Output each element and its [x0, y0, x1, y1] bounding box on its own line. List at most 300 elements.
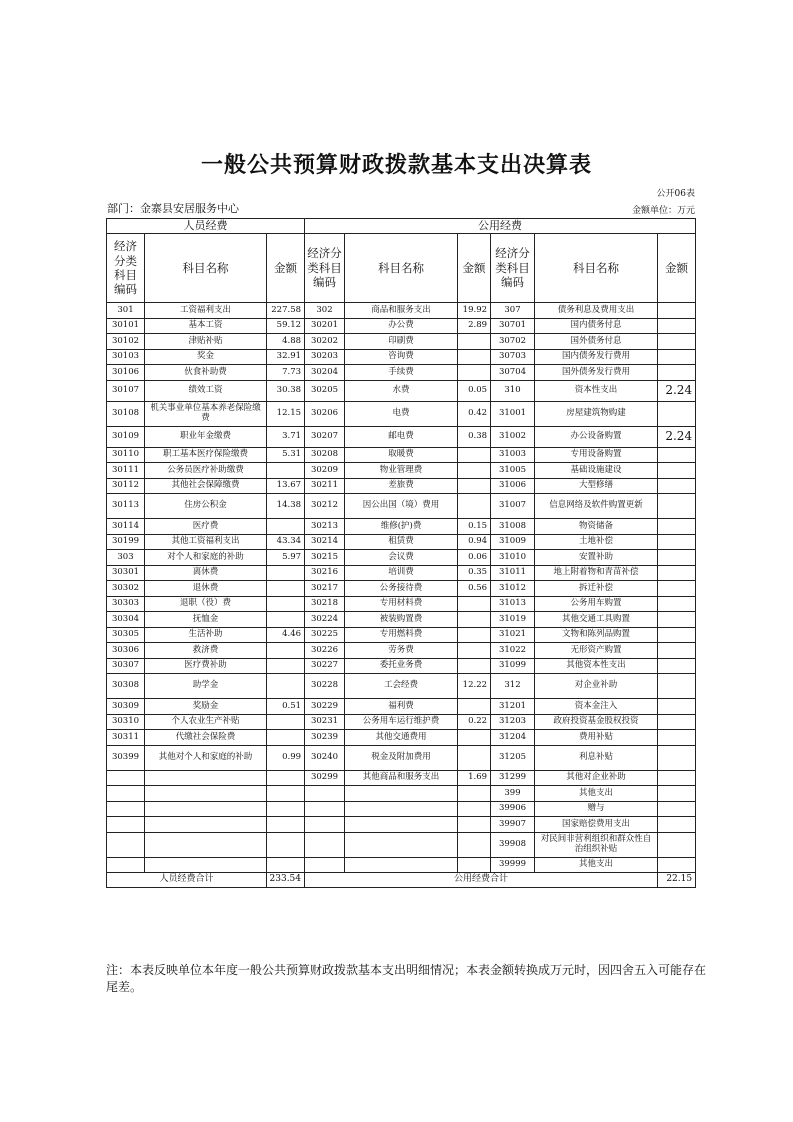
name-cell: [145, 786, 267, 802]
amount-cell: 0.94: [458, 534, 491, 550]
name-cell: 拆迁补偿: [535, 581, 658, 597]
code-cell: 30206: [305, 401, 345, 426]
name-cell: 其他支出: [535, 857, 658, 873]
table-row: [107, 519, 696, 535]
name-cell: 救济费: [145, 643, 267, 659]
name-cell: 国外债务付息: [535, 334, 658, 350]
name-cell: [145, 857, 267, 873]
header-code: 经济分类科目编码: [491, 234, 535, 303]
amount-cell: [658, 519, 696, 535]
code-cell: 30307: [107, 658, 145, 674]
amount-cell: 7.73: [267, 365, 305, 381]
name-cell: 医疗费: [145, 519, 267, 535]
code-cell: 30239: [305, 730, 345, 746]
amount-cell: 0.35: [458, 565, 491, 581]
amount-cell: [267, 786, 305, 802]
amount-cell: [458, 786, 491, 802]
code-cell: 30224: [305, 612, 345, 628]
name-cell: 政府投资基金股权投资: [535, 714, 658, 730]
amount-cell: [658, 365, 696, 381]
code-cell: 30226: [305, 643, 345, 659]
code-cell: 30109: [107, 426, 145, 447]
amount-cell: [458, 817, 491, 833]
name-cell: 租赁费: [345, 534, 458, 550]
amount-cell: [458, 447, 491, 463]
name-cell: 商品和服务支出: [345, 303, 458, 319]
name-cell: 无形资产购置: [535, 643, 658, 659]
name-cell: 职业年金缴费: [145, 426, 267, 447]
name-cell: 专用材料费: [345, 596, 458, 612]
name-cell: [345, 817, 458, 833]
amount-cell: [458, 349, 491, 365]
name-cell: 抚恤金: [145, 612, 267, 628]
amount-cell: [658, 643, 696, 659]
personnel-total-amount: 233.54: [267, 873, 305, 888]
name-cell: 助学金: [145, 674, 267, 699]
table-row: [107, 550, 696, 566]
name-cell: 利息补贴: [535, 745, 658, 770]
code-cell: 31021: [491, 627, 535, 643]
name-cell: 文物和陈列品购置: [535, 627, 658, 643]
amount-cell: [658, 463, 696, 479]
code-cell: 30202: [305, 334, 345, 350]
amount-cell: [658, 401, 696, 426]
amount-cell: 12.22: [458, 674, 491, 699]
code-cell: 30215: [305, 550, 345, 566]
name-cell: [345, 786, 458, 802]
name-cell: 对民间非营利组织和群众性自治组织补贴: [535, 832, 658, 857]
amount-cell: [658, 581, 696, 597]
code-cell: 31001: [491, 401, 535, 426]
header-code: 经济分类科目编码: [305, 234, 345, 303]
name-cell: 会议费: [345, 550, 458, 566]
name-cell: 地上附着物和青苗补偿: [535, 565, 658, 581]
amount-cell: 5.31: [267, 447, 305, 463]
code-cell: 31099: [491, 658, 535, 674]
name-cell: 绩效工资: [145, 380, 267, 401]
name-cell: 住房公积金: [145, 494, 267, 519]
name-cell: [345, 801, 458, 817]
name-cell: 房屋建筑物购建: [535, 401, 658, 426]
amount-cell: [267, 730, 305, 746]
amount-cell: 19.92: [458, 303, 491, 319]
code-cell: 30218: [305, 596, 345, 612]
code-cell: 31005: [491, 463, 535, 479]
table-row: [107, 447, 696, 463]
table-row: [107, 426, 696, 447]
amount-cell: [267, 565, 305, 581]
amount-cell: [267, 832, 305, 857]
name-cell: 个人农业生产补贴: [145, 714, 267, 730]
name-cell: 机关事业单位基本养老保险缴费: [145, 401, 267, 426]
amount-cell: 0.06: [458, 550, 491, 566]
code-cell: 307: [491, 303, 535, 319]
amount-cell: [658, 786, 696, 802]
table-row: [107, 478, 696, 494]
name-cell: 印刷费: [345, 334, 458, 350]
amount-cell: [458, 801, 491, 817]
code-cell: 30207: [305, 426, 345, 447]
table-row: [107, 463, 696, 479]
amount-cell: [658, 627, 696, 643]
code-cell: 303: [107, 550, 145, 566]
code-cell: 30101: [107, 318, 145, 334]
code-cell: 30240: [305, 745, 345, 770]
amount-cell: [267, 857, 305, 873]
name-cell: 办公费: [345, 318, 458, 334]
amount-cell: [458, 699, 491, 715]
code-cell: 30304: [107, 612, 145, 628]
table-row: [107, 643, 696, 659]
code-cell: 30301: [107, 565, 145, 581]
name-cell: 其他交通工具购置: [535, 612, 658, 628]
code-cell: [107, 832, 145, 857]
amount-cell: [458, 612, 491, 628]
name-cell: 邮电费: [345, 426, 458, 447]
code-cell: 30113: [107, 494, 145, 519]
table-row: [107, 699, 696, 715]
code-cell: 30102: [107, 334, 145, 350]
name-cell: 福利费: [345, 699, 458, 715]
amount-cell: [458, 745, 491, 770]
amount-cell: 0.99: [267, 745, 305, 770]
table-row: [107, 596, 696, 612]
group-public: 公用经费: [305, 219, 696, 234]
name-cell: 津贴补贴: [145, 334, 267, 350]
code-cell: 31201: [491, 699, 535, 715]
name-cell: 离休费: [145, 565, 267, 581]
amount-cell: [658, 832, 696, 857]
code-cell: 30231: [305, 714, 345, 730]
amount-cell: [458, 627, 491, 643]
code-cell: 399: [491, 786, 535, 802]
amount-cell: [458, 463, 491, 479]
code-cell: 30201: [305, 318, 345, 334]
code-cell: [107, 786, 145, 802]
amount-cell: [458, 658, 491, 674]
amount-cell: 30.38: [267, 380, 305, 401]
amount-cell: [658, 770, 696, 786]
code-cell: 39906: [491, 801, 535, 817]
amount-cell: [458, 857, 491, 873]
code-cell: 301: [107, 303, 145, 319]
name-cell: 其他社会保障缴费: [145, 478, 267, 494]
amount-cell: [458, 494, 491, 519]
name-cell: 委托业务费: [345, 658, 458, 674]
name-cell: [145, 817, 267, 833]
amount-cell: [267, 596, 305, 612]
amount-cell: [658, 857, 696, 873]
amount-cell: [267, 581, 305, 597]
name-cell: 专用设备购置: [535, 447, 658, 463]
header-name: 科目名称: [535, 234, 658, 303]
amount-cell: [658, 318, 696, 334]
code-cell: [107, 801, 145, 817]
code-cell: 39999: [491, 857, 535, 873]
code-cell: 30310: [107, 714, 145, 730]
amount-cell: [458, 832, 491, 857]
code-cell: 30203: [305, 349, 345, 365]
code-cell: [107, 817, 145, 833]
header-name: 科目名称: [145, 234, 267, 303]
header-amount: 金额: [267, 234, 305, 303]
code-cell: 30701: [491, 318, 535, 334]
name-cell: 医疗费补助: [145, 658, 267, 674]
table-row: [107, 365, 696, 381]
table-row: [107, 817, 696, 833]
name-cell: 被装购置费: [345, 612, 458, 628]
code-cell: 31006: [491, 478, 535, 494]
name-cell: 公务用车运行维护费: [345, 714, 458, 730]
code-cell: [305, 857, 345, 873]
amount-cell: [658, 565, 696, 581]
table-row: [107, 401, 696, 426]
code-cell: 39908: [491, 832, 535, 857]
personnel-total-label: 人员经费合计: [107, 873, 267, 888]
amount-cell: 59.12: [267, 318, 305, 334]
code-cell: [305, 832, 345, 857]
table-row: [107, 349, 696, 365]
table-row: [107, 303, 696, 319]
code-cell: 30311: [107, 730, 145, 746]
table-row: [107, 612, 696, 628]
code-cell: [305, 801, 345, 817]
totals-row: [107, 873, 696, 888]
amount-cell: [658, 334, 696, 350]
amount-cell: 5.97: [267, 550, 305, 566]
name-cell: 其他对个人和家庭的补助: [145, 745, 267, 770]
code-cell: 30299: [305, 770, 345, 786]
code-cell: 30114: [107, 519, 145, 535]
code-cell: 30110: [107, 447, 145, 463]
code-cell: 30108: [107, 401, 145, 426]
name-cell: 费用补贴: [535, 730, 658, 746]
table-row: [107, 786, 696, 802]
name-cell: 其他交通费用: [345, 730, 458, 746]
amount-cell: [458, 730, 491, 746]
amount-cell: [458, 334, 491, 350]
amount-cell: 3.71: [267, 426, 305, 447]
name-cell: 其他工资福利支出: [145, 534, 267, 550]
code-cell: 30702: [491, 334, 535, 350]
code-cell: 30213: [305, 519, 345, 535]
code-cell: 30204: [305, 365, 345, 381]
group-personnel: 人员经费: [107, 219, 305, 234]
name-cell: 生活补助: [145, 627, 267, 643]
public-total-amount: 22.15: [658, 873, 696, 888]
amount-cell: [658, 817, 696, 833]
name-cell: 代缴社会保险费: [145, 730, 267, 746]
name-cell: 奖励金: [145, 699, 267, 715]
code-cell: 30225: [305, 627, 345, 643]
code-cell: 31203: [491, 714, 535, 730]
code-cell: 30107: [107, 380, 145, 401]
table-row: [107, 714, 696, 730]
code-cell: 310: [491, 380, 535, 401]
code-cell: 30216: [305, 565, 345, 581]
code-cell: 30205: [305, 380, 345, 401]
code-cell: [305, 817, 345, 833]
name-cell: 基本工资: [145, 318, 267, 334]
table-row: [107, 627, 696, 643]
amount-cell: [658, 658, 696, 674]
code-cell: 30212: [305, 494, 345, 519]
name-cell: 职工基本医疗保险缴费: [145, 447, 267, 463]
code-cell: 30309: [107, 699, 145, 715]
table-row: [107, 565, 696, 581]
table-row: [107, 318, 696, 334]
code-cell: [305, 786, 345, 802]
table-row: [107, 857, 696, 873]
name-cell: 差旅费: [345, 478, 458, 494]
name-cell: 工会经费: [345, 674, 458, 699]
name-cell: 国内债务付息: [535, 318, 658, 334]
table-row: [107, 801, 696, 817]
code-cell: 30306: [107, 643, 145, 659]
code-cell: 30209: [305, 463, 345, 479]
amount-cell: [267, 674, 305, 699]
code-cell: 31009: [491, 534, 535, 550]
amount-cell: 2.89: [458, 318, 491, 334]
code-cell: 31003: [491, 447, 535, 463]
table-row: [107, 334, 696, 350]
amount-cell: 0.38: [458, 426, 491, 447]
group-header-row: [107, 219, 696, 234]
name-cell: 手续费: [345, 365, 458, 381]
name-cell: [145, 832, 267, 857]
code-cell: 31007: [491, 494, 535, 519]
name-cell: 税金及附加费用: [345, 745, 458, 770]
amount-cell: [267, 643, 305, 659]
amount-cell: [267, 770, 305, 786]
amount-cell: [267, 817, 305, 833]
amount-cell: [658, 494, 696, 519]
table-row: [107, 674, 696, 699]
name-cell: 退职（役）费: [145, 596, 267, 612]
code-cell: 30302: [107, 581, 145, 597]
amount-cell: [267, 801, 305, 817]
table-row: [107, 494, 696, 519]
amount-cell: 12.15: [267, 401, 305, 426]
code-cell: 31205: [491, 745, 535, 770]
code-cell: 31012: [491, 581, 535, 597]
name-cell: 赠与: [535, 801, 658, 817]
name-cell: 国内债务发行费用: [535, 349, 658, 365]
name-cell: 大型修缮: [535, 478, 658, 494]
code-cell: 30704: [491, 365, 535, 381]
code-cell: 30305: [107, 627, 145, 643]
code-cell: 30308: [107, 674, 145, 699]
table-row: [107, 380, 696, 401]
name-cell: 资本金注入: [535, 699, 658, 715]
amount-cell: [658, 745, 696, 770]
code-cell: 302: [305, 303, 345, 319]
code-cell: [107, 770, 145, 786]
name-cell: 债务利息及费用支出: [535, 303, 658, 319]
footnote: 注：本表反映单位本年度一般公共预算财政拨款基本支出明细情况；本表金额转换成万元时，因四舍五入可能存在尾差。: [106, 963, 707, 995]
amount-cell: [658, 612, 696, 628]
amount-cell: 13.67: [267, 478, 305, 494]
amount-cell: [658, 801, 696, 817]
amount-cell: [267, 658, 305, 674]
name-cell: 物业管理费: [345, 463, 458, 479]
amount-cell: [658, 596, 696, 612]
code-cell: 30211: [305, 478, 345, 494]
amount-cell: [658, 534, 696, 550]
amount-cell: [458, 365, 491, 381]
amount-cell: [658, 447, 696, 463]
name-cell: 劳务费: [345, 643, 458, 659]
amount-cell: 1.69: [458, 770, 491, 786]
amount-cell: 14.38: [267, 494, 305, 519]
name-cell: 工资福利支出: [145, 303, 267, 319]
amount-cell: 2.24: [658, 426, 696, 447]
column-header-row: [107, 234, 696, 303]
name-cell: 维修(护)费: [345, 519, 458, 535]
amount-cell: 227.58: [267, 303, 305, 319]
name-cell: 办公设备购置: [535, 426, 658, 447]
code-cell: 39907: [491, 817, 535, 833]
amount-cell: [267, 463, 305, 479]
name-cell: 对个人和家庭的补助: [145, 550, 267, 566]
amount-cell: 0.51: [267, 699, 305, 715]
header-amount: 金额: [458, 234, 491, 303]
amount-cell: 0.22: [458, 714, 491, 730]
name-cell: 安置补助: [535, 550, 658, 566]
name-cell: 电费: [345, 401, 458, 426]
header-name: 科目名称: [345, 234, 458, 303]
code-cell: 30111: [107, 463, 145, 479]
amount-cell: [658, 714, 696, 730]
amount-cell: 43.34: [267, 534, 305, 550]
code-cell: 30106: [107, 365, 145, 381]
name-cell: 物资储备: [535, 519, 658, 535]
name-cell: 基础设施建设: [535, 463, 658, 479]
name-cell: 水费: [345, 380, 458, 401]
code-cell: 30399: [107, 745, 145, 770]
name-cell: [345, 832, 458, 857]
department-label: 部门：金寨县安居服务中心: [107, 202, 239, 215]
name-cell: 国家赔偿费用支出: [535, 817, 658, 833]
page-title: 一般公共预算财政拨款基本支出决算表: [200, 152, 592, 178]
name-cell: 国外债务发行费用: [535, 365, 658, 381]
code-cell: 30703: [491, 349, 535, 365]
code-cell: 31008: [491, 519, 535, 535]
amount-cell: 0.42: [458, 401, 491, 426]
code-cell: 31204: [491, 730, 535, 746]
name-cell: 取暖费: [345, 447, 458, 463]
table-row: [107, 534, 696, 550]
name-cell: 对企业补助: [535, 674, 658, 699]
name-cell: 退休费: [145, 581, 267, 597]
amount-cell: [658, 550, 696, 566]
code-cell: 30229: [305, 699, 345, 715]
amount-cell: 0.15: [458, 519, 491, 535]
code-cell: 31011: [491, 565, 535, 581]
name-cell: 其他商品和服务支出: [345, 770, 458, 786]
code-cell: 31010: [491, 550, 535, 566]
name-cell: 专用燃料费: [345, 627, 458, 643]
unit-label: 金额单位：万元: [631, 206, 695, 216]
amount-cell: [658, 349, 696, 365]
amount-cell: [458, 478, 491, 494]
name-cell: 公务接待费: [345, 581, 458, 597]
code-cell: 30217: [305, 581, 345, 597]
expenditure-table: [106, 218, 696, 888]
name-cell: [145, 770, 267, 786]
table-row: [107, 658, 696, 674]
amount-cell: [458, 643, 491, 659]
